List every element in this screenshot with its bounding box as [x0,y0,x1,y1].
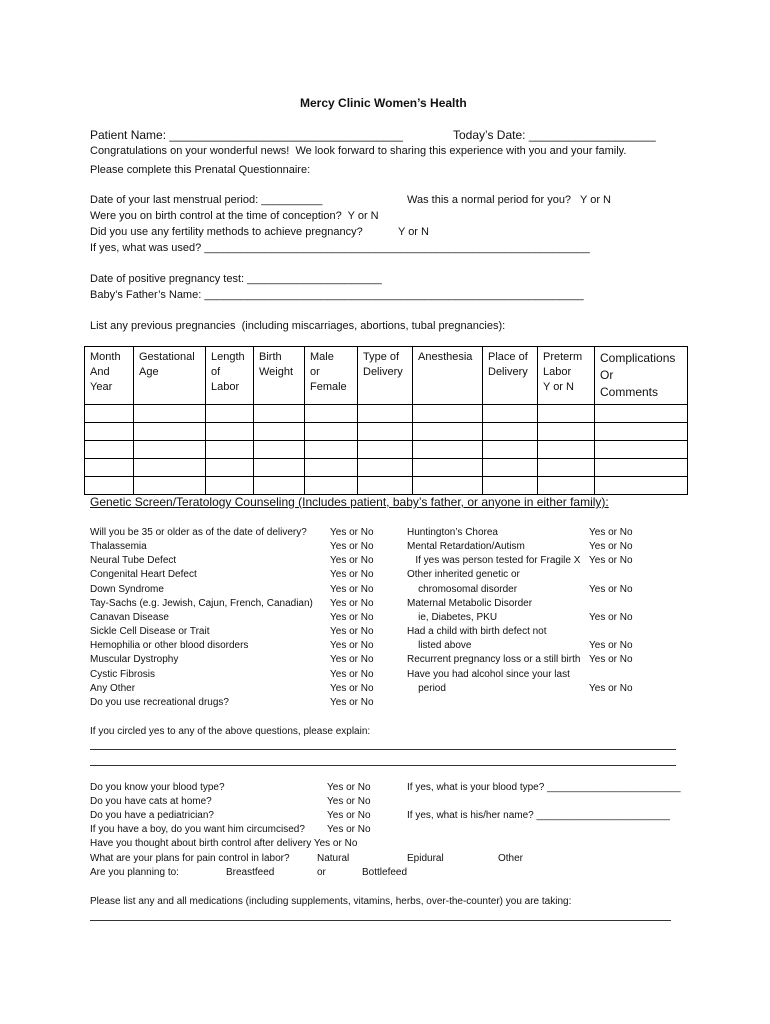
genetic-heading: Genetic Screen/Teratology Counseling (Includes patient, baby’s father, or anyone in either family): [90,495,609,509]
fertility-question: Did you use any fertility methods to achieve pregnancy? [90,226,363,238]
genetic-question: Huntington’s Chorea [407,527,498,538]
genetic-answer[interactable]: Yes or No [589,541,633,552]
fertility-yn[interactable]: Y or N [398,226,429,238]
table-row[interactable] [85,477,688,495]
circumcision-yn[interactable]: Yes or No [327,824,371,835]
col-gestational-age: Gestational Age [134,347,206,405]
blood-type-field[interactable]: If yes, what is your blood type? ________________________ [407,782,681,793]
genetic-answer[interactable]: Yes or No [330,654,374,665]
genetic-question: Had a child with birth defect not [407,626,547,637]
genetic-question: listed above [407,640,472,651]
genetic-question: Congenital Heart Defect [90,569,197,580]
table-header-row [85,347,688,405]
genetic-answer[interactable]: Yes or No [330,598,374,609]
explain-label: If you circled yes to any of the above questions, please explain: [90,726,371,737]
congrats-text: Congratulations on your wonderful news! We look forward to sharing this experience with you and your family. [90,145,627,157]
circumcision-question: If you have a boy, do you want him circumcised? [90,824,305,835]
table-row[interactable] [85,459,688,477]
genetic-question: Down Syndrome [90,584,164,595]
col-sex: Male or Female [305,347,358,405]
genetic-answer[interactable]: Yes or No [589,654,633,665]
pediatrician-yn[interactable]: Yes or No [327,810,371,821]
genetic-question: Thalassemia [90,541,147,552]
genetic-question: period [407,683,446,694]
genetic-answer[interactable]: Yes or No [330,584,374,595]
genetic-question: If yes was person tested for Fragile X [407,555,581,566]
col-type-of-delivery: Type of Delivery [358,347,413,405]
genetic-question: Will you be 35 or older as of the date of delivery? [90,527,307,538]
cats-yn[interactable]: Yes or No [327,796,371,807]
col-anesthesia: Anesthesia [413,347,483,405]
positive-test-field[interactable]: Date of positive pregnancy test: ______________________ [90,273,382,285]
genetic-question: Any Other [90,683,136,694]
other-option[interactable]: Other [498,853,524,864]
genetic-question: Muscular Dystrophy [90,654,179,665]
normal-period-question[interactable]: Was this a normal period for you? Y or N [407,194,611,206]
genetic-answer[interactable]: Yes or No [589,584,633,595]
genetic-question: Other inherited genetic or [407,569,520,580]
pain-control-question: What are your plans for pain control in labor? [90,853,290,864]
genetic-answer[interactable]: Yes or No [589,612,633,623]
blood-type-yn[interactable]: Yes or No [327,782,371,793]
pediatrician-name-field[interactable]: If yes, what is his/her name? ________________________ [407,810,670,821]
genetic-answer[interactable]: Yes or No [330,569,374,580]
genetic-question: Maternal Metabolic Disorder [407,598,533,609]
genetic-answer[interactable]: Yes or No [589,683,633,694]
medications-label: Please list any and all medications (including supplements, vitamins, herbs, over-the-counter) you are taking: [90,896,572,907]
form-title: Mercy Clinic Women’s Health [300,96,467,110]
birth-control-after-question[interactable]: Have you thought about birth control after delivery Yes or No [90,838,358,849]
fertility-what-field[interactable]: If yes, what was used? _______________________________________________________________ [90,242,590,254]
birth-control-question[interactable]: Were you on birth control at the time of conception? Y or N [90,210,379,222]
natural-option[interactable]: Natural [317,853,350,864]
col-place-of-delivery: Place of Delivery [483,347,538,405]
patient-name-field[interactable]: Patient Name: ___________________________________ [90,128,403,142]
previous-pregnancies-table [84,346,688,495]
genetic-answer[interactable]: Yes or No [330,697,374,708]
genetic-answer[interactable]: Yes or No [589,527,633,538]
explain-line-1[interactable] [90,749,676,750]
or-label: or [317,867,326,878]
lmp-field[interactable]: Date of your last menstrual period: __________ [90,194,323,206]
previous-pregnancies-label: List any previous pregnancies (including miscarriages, abortions, tubal pregnancies): [90,320,506,332]
table-row[interactable] [85,441,688,459]
explain-line-2[interactable] [90,765,676,766]
medications-line[interactable] [90,920,671,921]
genetic-question: Canavan Disease [90,612,169,623]
genetic-answer[interactable]: Yes or No [589,555,633,566]
col-length-of-labor: Length of Labor [206,347,254,405]
genetic-question: ie, Diabetes, PKU [407,612,498,623]
genetic-answer[interactable]: Yes or No [330,626,374,637]
genetic-question: Cystic Fibrosis [90,669,156,680]
pediatrician-question: Do you have a pediatrician? [90,810,214,821]
epidural-option[interactable]: Epidural [407,853,444,864]
genetic-answer[interactable]: Yes or No [330,669,374,680]
genetic-answer[interactable]: Yes or No [330,527,374,538]
blood-type-question: Do you know your blood type? [90,782,225,793]
genetic-question: Do you use recreational drugs? [90,697,229,708]
feeding-question: Are you planning to: [90,867,179,878]
genetic-question: Recurrent pregnancy loss or a still birth [407,654,581,665]
genetic-question: Mental Retardation/Autism [407,541,525,552]
bottlefeed-option[interactable]: Bottlefeed [362,867,408,878]
genetic-answer[interactable]: Yes or No [330,683,374,694]
table-row[interactable] [85,423,688,441]
col-preterm-labor: Preterm Labor Y or N [538,347,595,405]
genetic-answer[interactable]: Yes or No [330,555,374,566]
genetic-question: Have you had alcohol since your last [407,669,570,680]
table-row[interactable] [85,405,688,423]
genetic-answer[interactable]: Yes or No [330,541,374,552]
genetic-answer[interactable]: Yes or No [589,640,633,651]
genetic-question: Hemophilia or other blood disorders [90,640,249,651]
genetic-answer[interactable]: Yes or No [330,612,374,623]
genetic-answer[interactable]: Yes or No [330,640,374,651]
cats-question: Do you have cats at home? [90,796,212,807]
todays-date-field[interactable]: Today’s Date: ___________________ [453,128,656,142]
father-name-field[interactable]: Baby’s Father’s Name: ______________________________________________________________ [90,289,584,301]
genetic-question: Sickle Cell Disease or Trait [90,626,210,637]
genetic-question: Tay-Sachs (e.g. Jewish, Cajun, French, Canadian) [90,598,313,609]
breastfeed-option[interactable]: Breastfeed [226,867,275,878]
col-birth-weight: Birth Weight [254,347,305,405]
genetic-question: chromosomal disorder [407,584,518,595]
genetic-question: Neural Tube Defect [90,555,177,566]
instruction-text: Please complete this Prenatal Questionnaire: [90,164,311,176]
col-complications: Complications Or Comments [595,347,688,405]
col-month-year: Month And Year [85,347,134,405]
